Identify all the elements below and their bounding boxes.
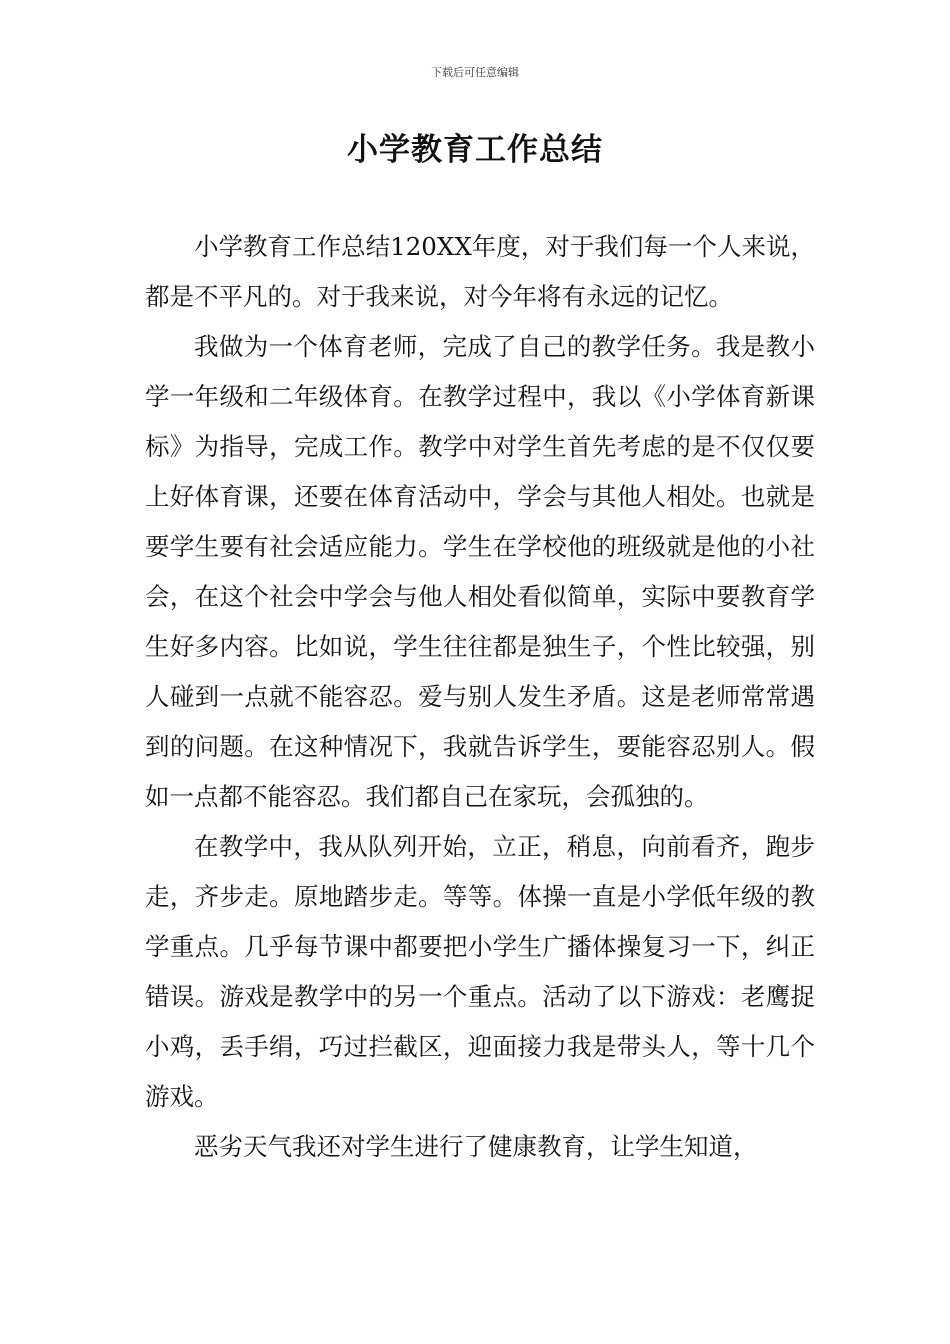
document-title: 小学教育工作总结 <box>347 132 603 168</box>
page-header-note: 下载后可任意编辑 <box>431 66 519 79</box>
paragraph-intro: 小学教育工作总结120XX年度，对于我们每一个人来说，都是不平凡的。对于我来说，对今年将有永远的记忆。 <box>145 232 815 311</box>
paragraph-teaching-content: 在教学中，我从队列开始，立正，稍息，向前看齐，跑步走，齐步走。原地踏步走。等等。体操一直是小学低年级的教学重点。几乎每节课中都要把小学生广播体操复习一下，纠正错误。游戏是教学中的另一个重点。活动了以下游戏：老鹰捉小鸡，丢手绢，巧过拦截区，迎面接力我是带头人，等十几个游戏。 <box>145 832 815 1111</box>
document-body <box>145 222 815 1172</box>
paragraph-teaching-duties: 我做为一个体育老师，完成了自己的教学任务。我是教小学一年级和二年级体育。在教学过程中，我以《小学体育新课标》为指导，完成工作。教学中对学生首先考虑的是不仅仅要上好体育课，还要在体育活动中，学会与其他人相处。也就是要学生要有社会适应能力。学生在学校他的班级就是他的小社会，在这个社会中学会与他人相处看似简单，实际中要教育学生好多内容。比如说，学生往往都是独生子，个性比较强，别人碰到一点就不能容忍。爱与别人发生矛盾。这是老师常常遇到的问题。在这种情况下，我就告诉学生，要能容忍别人。假如一点都不能容忍。我们都自己在家玩，会孤独的。 <box>145 332 815 811</box>
paragraph-health-education: 恶劣天气我还对学生进行了健康教育，让学生知道， <box>194 1132 758 1161</box>
